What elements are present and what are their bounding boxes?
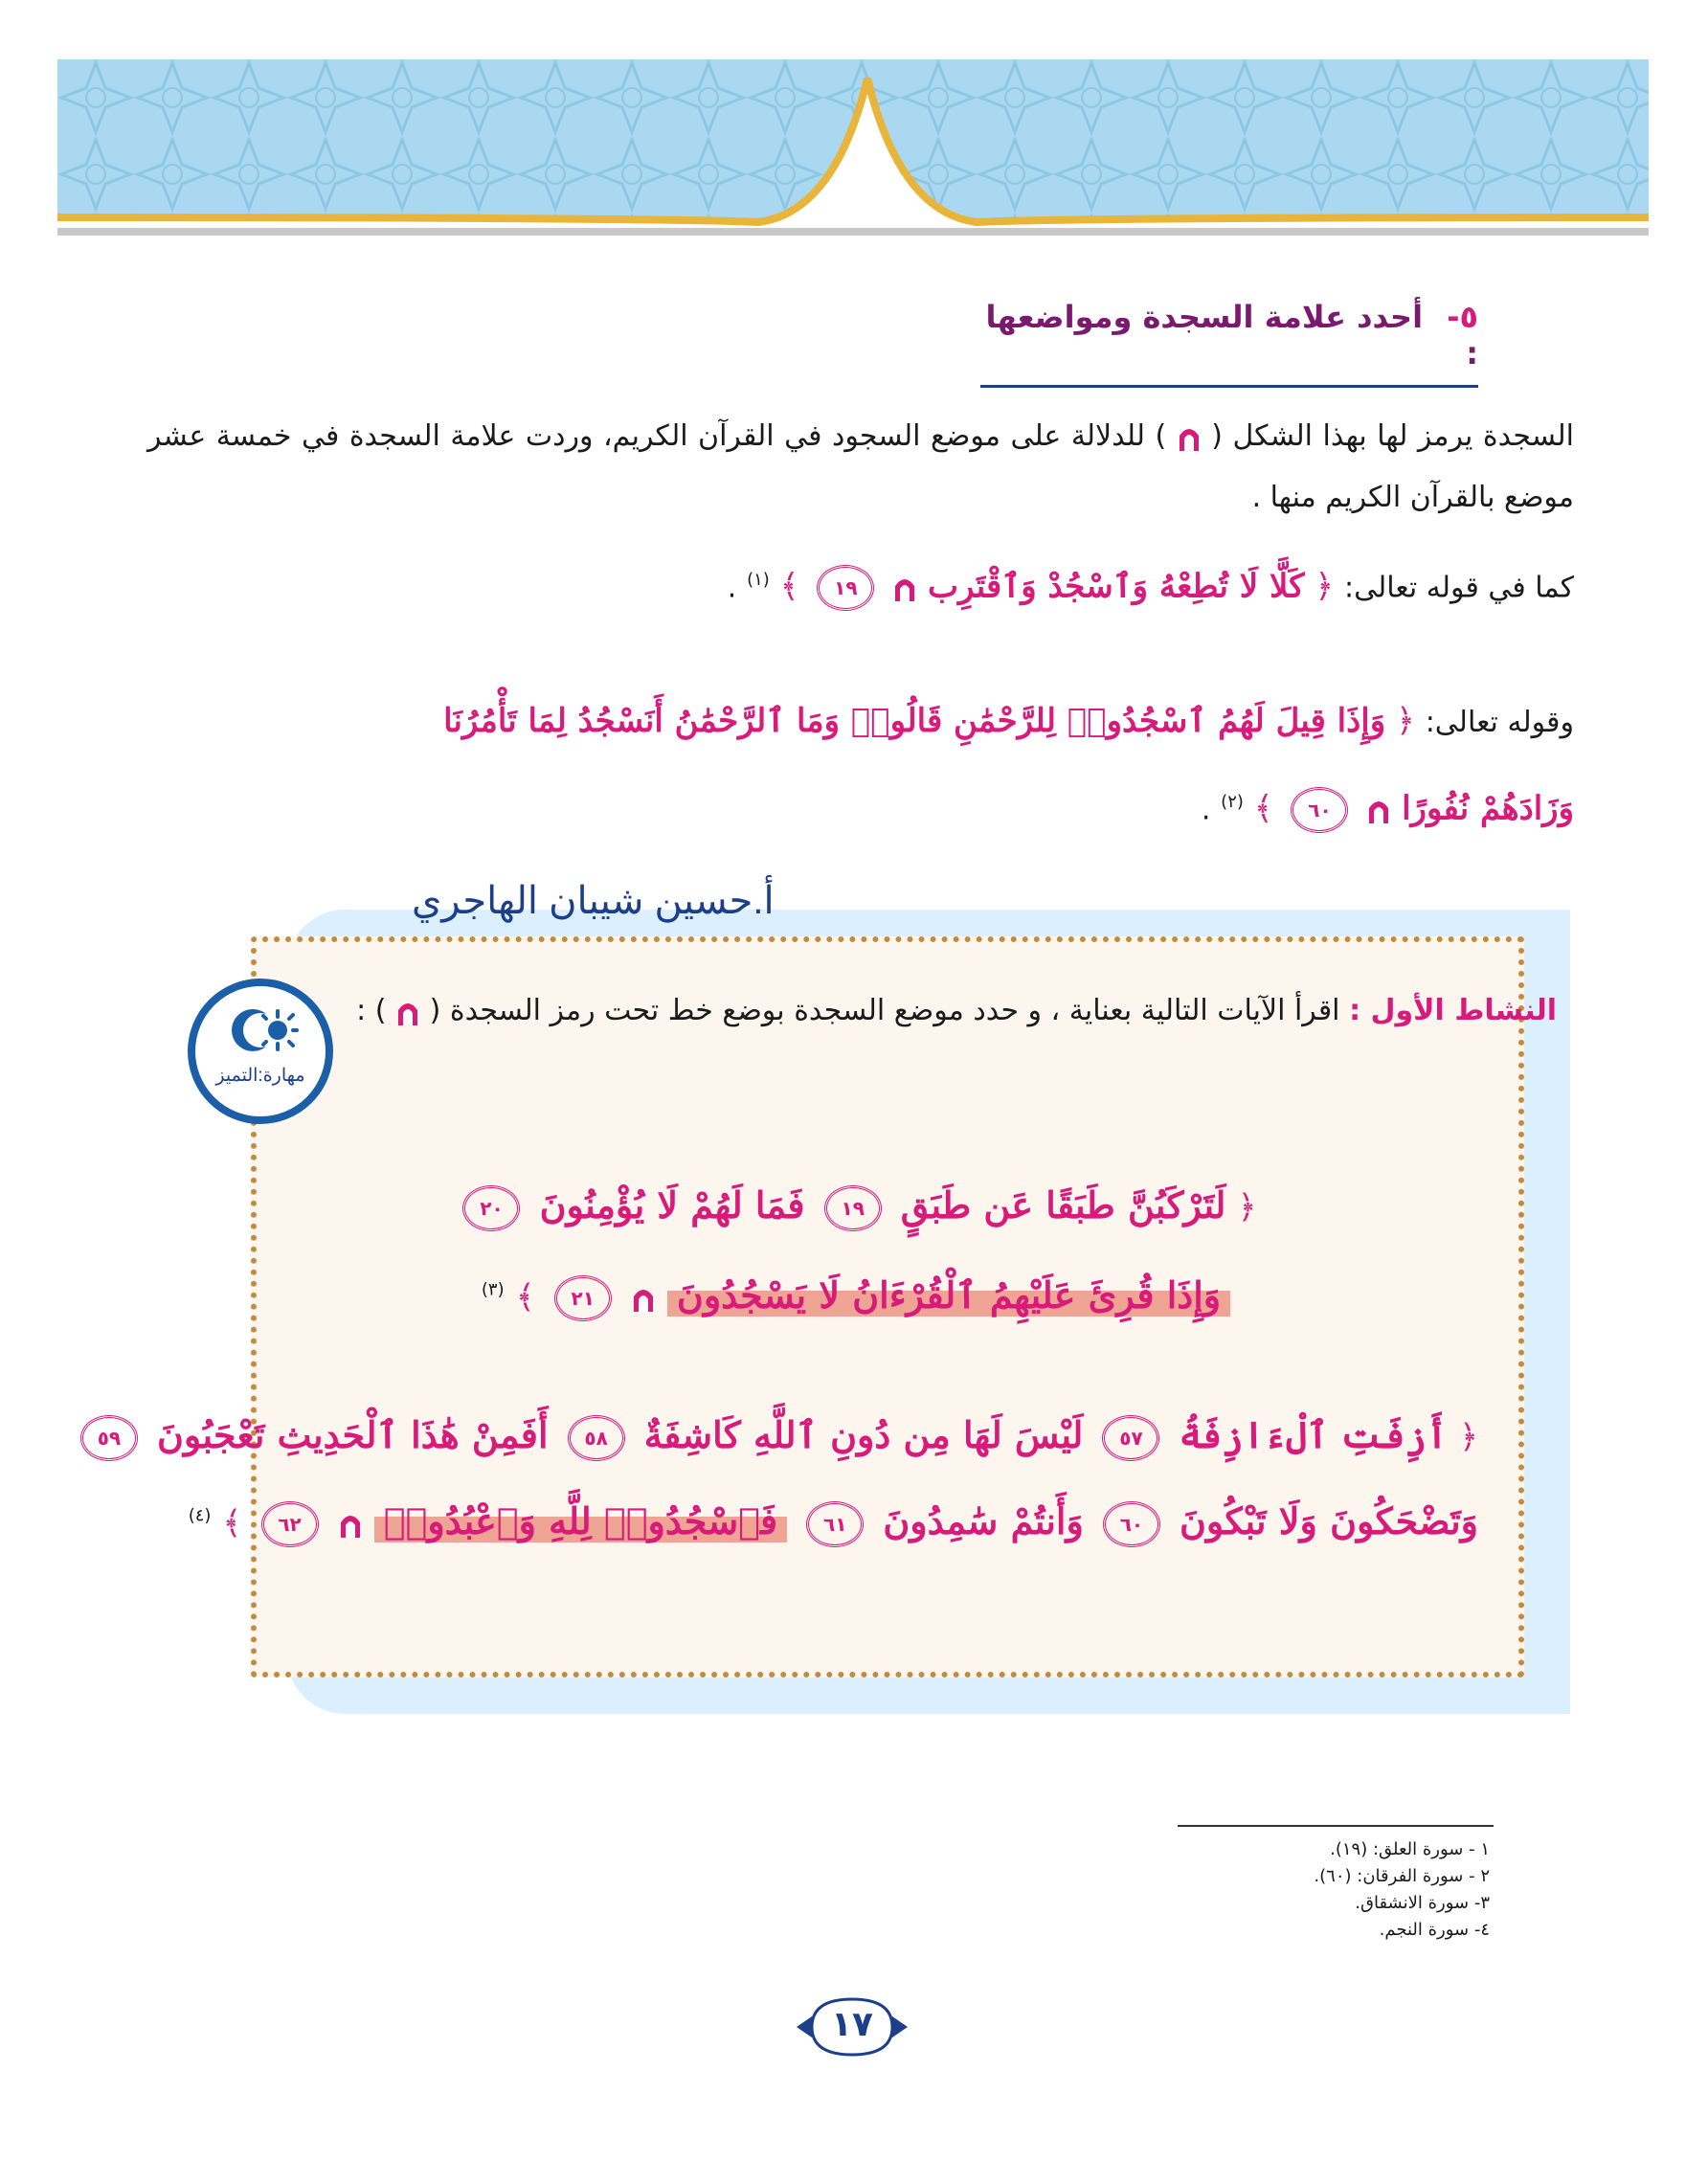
mihrab-icon (395, 997, 420, 1027)
mihrab-icon (338, 1509, 363, 1540)
activity-verse-line (234, 1183, 1478, 1231)
footnote-divider (1178, 1825, 1494, 1827)
header-banner (57, 59, 1649, 241)
highlighted-sajdah-verse: فَٱسْجُدُوا۟ لِلَّهِ وَٱعْبُدُوا۟ (374, 1499, 787, 1542)
verse-segment: فَمَا لَهُمْ لَا يُؤْمِنُونَ (539, 1183, 805, 1227)
footnote-ref: (٣) (481, 1279, 505, 1300)
ayah-number: ٦٠ (1103, 1501, 1160, 1547)
verse-segment: لَيْسَ لَهَا مِن دُونِ ٱللَّهِ كَاشِفَةٌ (643, 1413, 1084, 1456)
activity-instruction-text: اقرأ الآيات التالية بعناية ، و حدد موضع السجدة بوضع خط تحت رمز السجدة ( (429, 994, 1340, 1027)
footnote-item: ٤- سورة النجم. (1379, 1920, 1490, 1940)
verse-segment: وَتَضْحَكُونَ وَلَا تَبْكُونَ (1180, 1499, 1478, 1542)
activity-instruction-end: ) : (356, 994, 387, 1027)
example-1-close: ﴾ (779, 567, 799, 606)
section-number: ٥- (1447, 299, 1478, 335)
example-1-lead: كما في قوله تعالى: (1344, 571, 1574, 605)
skill-label: مهارة:التميز (215, 1066, 305, 1086)
page-number-text: ١٧ (831, 2005, 873, 2044)
verse-segment: أَزِفَتِ ٱلْءَازِفَةُ (1179, 1413, 1448, 1456)
author-watermark: أ.حسين شيبان الهاجري (412, 880, 775, 922)
example-2-verse-line-2: وَزَادَهُمْ نُفُورًا (1402, 789, 1574, 828)
ayah-number: ٦٠ (1291, 787, 1348, 833)
example-1 (138, 565, 1574, 611)
section-title: أحدد علامة السجدة ومواضعها : (985, 299, 1478, 371)
ayah-number: ١٩ (817, 565, 874, 611)
activity-label: النشاط الأول : (1349, 994, 1557, 1027)
mihrab-icon (1366, 795, 1391, 825)
footnote-ref: (١) (747, 570, 770, 591)
ayah-number: ٦٢ (261, 1501, 319, 1547)
verse-close: ﴾ (222, 1504, 242, 1542)
verse-open: ﴿ (1237, 1188, 1257, 1227)
mihrab-icon (1177, 422, 1202, 453)
mihrab-icon (631, 1283, 656, 1314)
footnote-item: ٢ - سورة الفرقان: (٦٠). (1314, 1866, 1490, 1886)
example-2-open: ﴿ (1395, 702, 1415, 740)
example-2-verse-line-1: وَإِذَا قِيلَ لَهُمُ ٱسْجُدُوا۟ لِلرَّحْمَٰنِ قَالُوا۟ وَمَا ٱلرَّحْمَٰنُ أَنَسْجُدُ لِمَا تَأْمُرُنَا (443, 702, 1386, 740)
example-1-open: ﴿ (1315, 567, 1335, 606)
example-2-line-1 (138, 701, 1574, 740)
activity-verse-line (188, 1499, 1478, 1547)
intro-paragraph (147, 406, 1574, 529)
activity-instructions (341, 975, 1557, 1047)
intro-text-end: ) للدلالة على موضع السجود في القرآن الكريم، وردت علامة السجدة في خمسة عشر موضع بالقرآن الكريم منها . (147, 419, 1574, 514)
ayah-number: ٢٠ (462, 1185, 520, 1231)
ayah-number: ٢١ (554, 1275, 612, 1321)
page-number (793, 1993, 911, 2060)
ayah-number: ٥٨ (568, 1415, 625, 1461)
verse-segment: لَتَرْكَبُنَّ طَبَقًا عَن طَبَقٍ (900, 1183, 1226, 1227)
footnote-item: ١ - سورة العلق: (١٩). (1330, 1839, 1490, 1859)
example-1-end: . (727, 571, 737, 605)
footnotes (1174, 1836, 1490, 1944)
mihrab-icon (892, 573, 917, 603)
example-2-lead: وقوله تعالى: (1425, 706, 1574, 739)
verse-open: ﴿ (1459, 1418, 1478, 1456)
example-2-line-2 (138, 787, 1574, 833)
verse-segment: وَأَنتُمْ سَٰمِدُونَ (883, 1499, 1084, 1542)
example-1-verse: كَلَّا لَا تُطِعْهُ وَٱسْجُدْ وَٱقْتَرِب (928, 567, 1305, 606)
intro-text-start: السجدة يرمز لها بهذا الشكل ( (1211, 419, 1574, 453)
ornament-banner-icon (57, 59, 1649, 241)
ayah-number: ٥٩ (80, 1415, 138, 1461)
skill-badge (188, 979, 333, 1124)
footnote-item: ٣- سورة الانشقاق. (1355, 1893, 1490, 1913)
example-2-end: . (1201, 793, 1211, 827)
activity-verse-line (234, 1273, 1478, 1321)
example-2-close: ﴾ (1253, 789, 1273, 828)
footnote-ref: (٤) (188, 1505, 212, 1526)
sun-moon-icon (228, 1002, 299, 1059)
highlighted-sajdah-verse: وَإِذَا قُرِئَ عَلَيْهِمُ ٱلْقُرْءَانُ لَا يَسْجُدُونَ (667, 1273, 1230, 1317)
section-heading (980, 299, 1478, 388)
ayah-number: ١٩ (824, 1185, 882, 1231)
verse-close: ﴾ (515, 1278, 535, 1317)
verse-segment: أَفَمِنْ هَٰذَا ٱلْحَدِيثِ تَعْجَبُونَ (157, 1413, 549, 1456)
ayah-number: ٥٧ (1102, 1415, 1159, 1461)
footnote-ref: (٢) (1221, 792, 1244, 813)
ayah-number: ٦١ (806, 1501, 864, 1547)
activity-verse-line (97, 1413, 1478, 1461)
